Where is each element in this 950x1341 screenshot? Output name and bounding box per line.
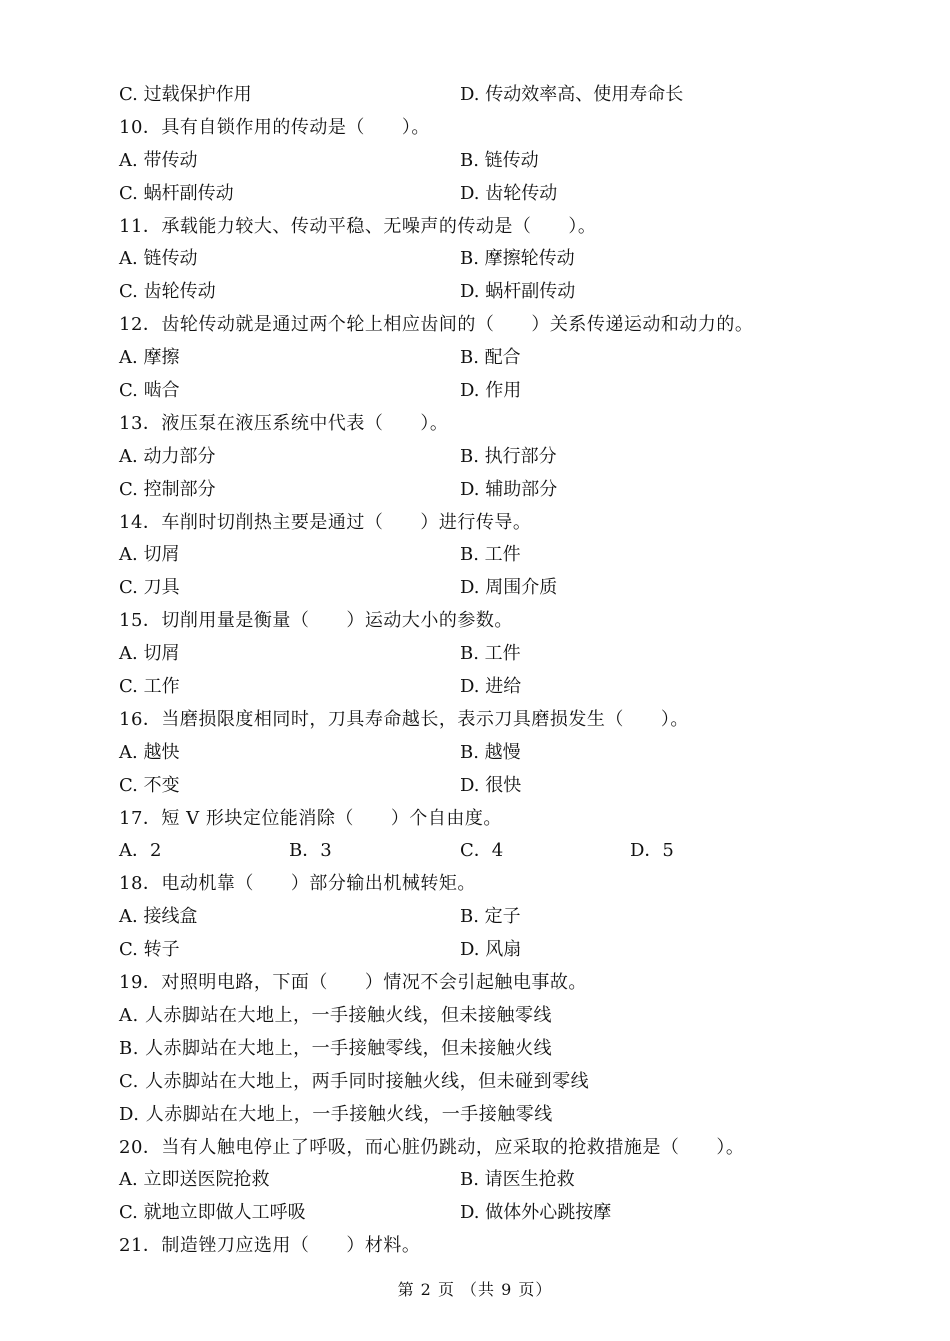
options-row [119, 145, 839, 178]
answer-option: C. 蜗杆副传动 [119, 182, 234, 204]
answer-option: D. 辅助部分 [460, 478, 558, 500]
answer-option: D. 做体外心跳按摩 [460, 1202, 612, 1224]
answer-option: B. 工件 [460, 643, 521, 665]
answer-option: D．5 [630, 840, 674, 862]
options-row [119, 375, 839, 408]
answer-option: C．4 [460, 840, 504, 862]
question-text: 12．齿轮传动就是通过两个轮上相应齿间的（ ）关系传递运动和动力的。 [119, 314, 754, 336]
answer-option: B. 链传动 [460, 149, 539, 171]
answer-option: A. 切屑 [119, 544, 180, 566]
question-text: 11．承载能力较大、传动平稳、无噪声的传动是（ ）。 [119, 215, 597, 237]
answer-option: A. 立即送医院抢救 [119, 1169, 270, 1191]
question-text: 21．制造锉刀应选用（ ）材料。 [119, 1235, 421, 1257]
answer-option: A. 接线盒 [119, 906, 198, 928]
options-row [119, 770, 839, 803]
question-line [119, 211, 839, 244]
page-footer: 第 2 页 （共 9 页） [397, 1280, 553, 1299]
question-line [119, 1066, 839, 1099]
question-line [119, 1033, 839, 1066]
answer-option: B. 定子 [460, 906, 521, 928]
options-row [119, 901, 839, 934]
answer-option: D. 风扇 [460, 939, 522, 961]
answer-option: D. 作用 [460, 380, 522, 402]
question-text: C. 人赤脚站在大地上，两手同时接触火线，但未碰到零线 [119, 1070, 590, 1092]
options-row [119, 1164, 839, 1197]
question-line [119, 1132, 839, 1165]
answer-option: C. 控制部分 [119, 478, 216, 500]
question-line [119, 507, 839, 540]
answer-option: D. 齿轮传动 [460, 182, 558, 204]
question-text: A. 人赤脚站在大地上，一手接触火线，但未接触零线 [119, 1004, 552, 1026]
answer-option: A．2 [119, 840, 162, 862]
answer-option: D. 传动效率高、使用寿命长 [460, 84, 684, 105]
question-text: B. 人赤脚站在大地上，一手接触零线，但未接触火线 [119, 1037, 553, 1059]
options-row [119, 572, 839, 605]
answer-option: C. 啮合 [119, 380, 180, 402]
question-line [119, 1000, 839, 1033]
question-line [119, 803, 839, 836]
options-row [119, 243, 839, 276]
answer-option: B. 配合 [460, 347, 521, 369]
answer-option: A. 切屑 [119, 643, 180, 665]
answer-option: B. 执行部分 [460, 445, 557, 467]
options-row [119, 737, 839, 770]
options-row [119, 835, 839, 868]
answer-option: D. 蜗杆副传动 [460, 281, 576, 303]
question-text: 10．具有自锁作用的传动是（ ）。 [119, 116, 430, 138]
answer-option: C. 工作 [119, 676, 180, 698]
answer-option: B. 越慢 [460, 741, 521, 763]
question-text: 18．电动机靠（ ）部分输出机械转矩。 [119, 873, 476, 895]
question-line [119, 112, 839, 145]
answer-option: D. 周围介质 [460, 577, 558, 599]
options-row [119, 79, 839, 112]
answer-option: C. 过载保护作用 [119, 84, 252, 105]
options-row [119, 342, 839, 375]
answer-option: C. 不变 [119, 774, 180, 796]
answer-option: C. 转子 [119, 939, 180, 961]
question-line [119, 1230, 839, 1263]
answer-option: A. 动力部分 [119, 445, 216, 467]
question-text: 14．车削时切削热主要是通过（ ）进行传导。 [119, 511, 532, 533]
question-text: 13．液压泵在液压系统中代表（ ）。 [119, 412, 449, 434]
answer-option: D. 进给 [460, 676, 522, 698]
options-row [119, 671, 839, 704]
options-row [119, 441, 839, 474]
question-line [119, 408, 839, 441]
options-row [119, 1197, 839, 1230]
question-line [119, 1099, 839, 1132]
answer-option: B. 摩擦轮传动 [460, 248, 575, 270]
answer-option: C. 刀具 [119, 577, 180, 599]
options-row [119, 934, 839, 967]
answer-option: C. 就地立即做人工呼吸 [119, 1202, 306, 1224]
question-text: D. 人赤脚站在大地上，一手接触火线，一手接触零线 [119, 1103, 553, 1125]
answer-option: A. 摩擦 [119, 347, 180, 369]
question-line [119, 704, 839, 737]
question-text: 17．短 V 形块定位能消除（ ）个自由度。 [119, 807, 502, 829]
options-row [119, 178, 839, 211]
question-line [119, 967, 839, 1000]
answer-option: A. 链传动 [119, 248, 198, 270]
answer-option: B．3 [289, 840, 332, 862]
question-text: 16．当磨损限度相同时，刀具寿命越长，表示刀具磨损发生（ ）。 [119, 708, 689, 730]
question-line [119, 868, 839, 901]
question-text: 19．对照明电路，下面（ ）情况不会引起触电事故。 [119, 972, 587, 994]
answer-option: C. 齿轮传动 [119, 281, 216, 303]
question-list [119, 79, 839, 1263]
answer-option: A. 带传动 [119, 149, 198, 171]
answer-option: D. 很快 [460, 774, 522, 796]
options-row [119, 474, 839, 507]
question-line [119, 309, 839, 342]
question-line [119, 605, 839, 638]
question-text: 20．当有人触电停止了呼吸，而心脏仍跳动，应采取的抢救措施是（ ）。 [119, 1136, 745, 1158]
options-row [119, 638, 839, 671]
options-row [119, 539, 839, 572]
answer-option: B. 请医生抢救 [460, 1169, 575, 1191]
options-row [119, 276, 839, 309]
answer-option: A. 越快 [119, 741, 180, 763]
answer-option: B. 工件 [460, 544, 521, 566]
question-text: 15．切削用量是衡量（ ）运动大小的参数。 [119, 610, 513, 632]
